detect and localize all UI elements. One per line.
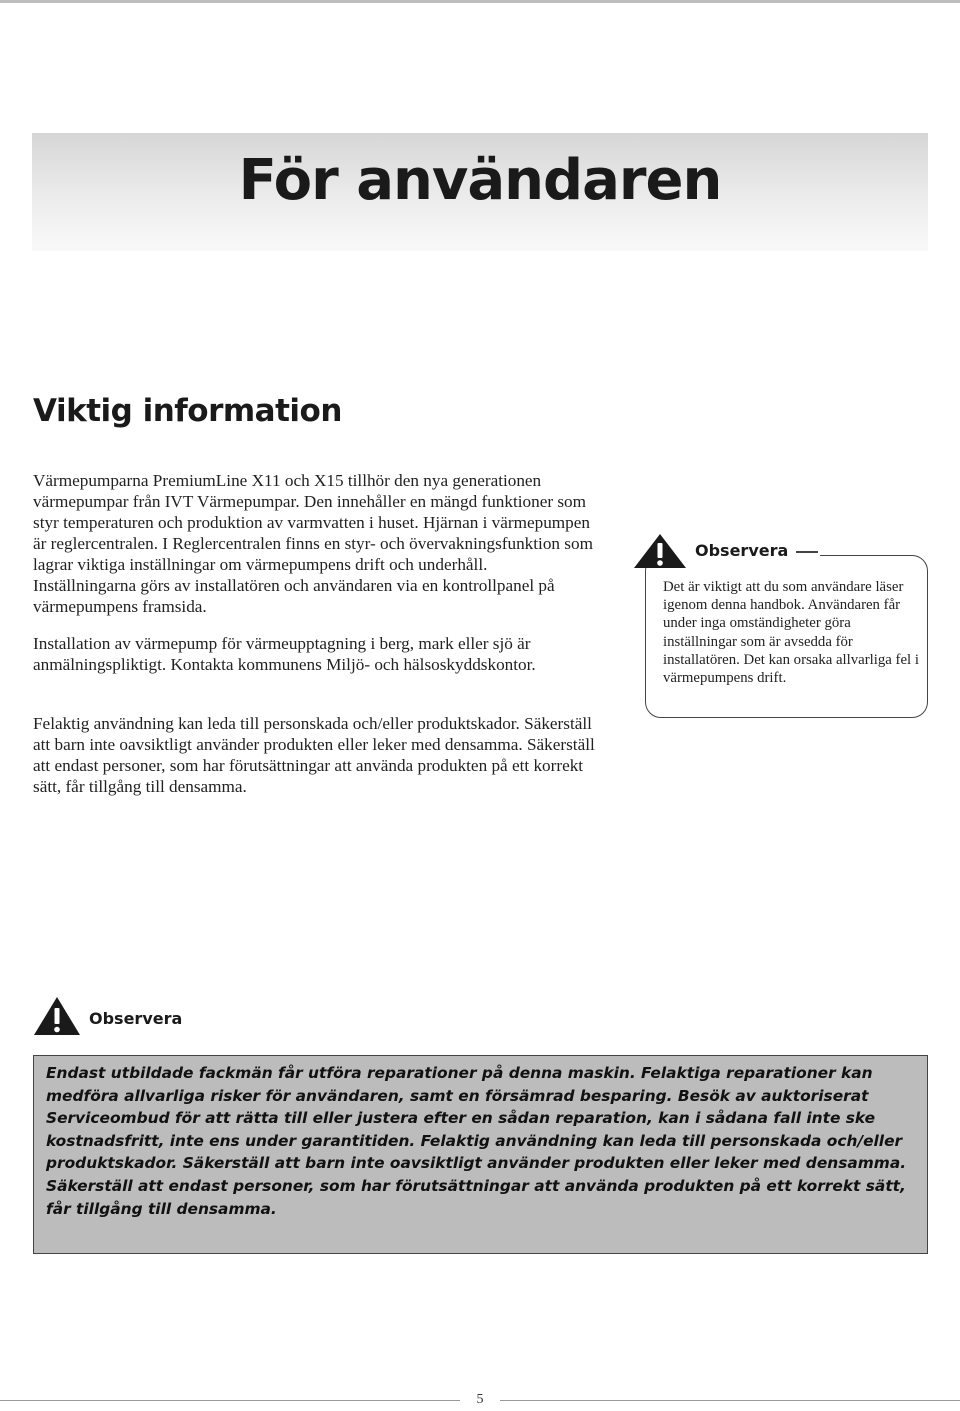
page-number: 5 (476, 1392, 484, 1407)
safety-paragraph: Felaktig användning kan leda till personskada och/eller produktskador. Säkerställ att barn inte oavsiktligt använder produkten eller leker med densamma. Säkerställ att endast personer, som har förutsättningar att använda produkten på ett korrekt sätt, får tillgång till densamma. (33, 714, 595, 796)
section-heading: Viktig information (33, 393, 342, 429)
note-text: Det är viktigt att du som användare läser igenom denna handbok. Användaren får under inga omständigheter göra inställningar som är avsedda för installatören. Det kan orsaka allvarliga fel i värmepumpens drift. (663, 579, 919, 687)
page-title: För användaren (238, 148, 722, 213)
warning-triangle-icon (33, 996, 81, 1036)
warning-box (33, 1055, 928, 1254)
installation-paragraph: Installation av värmepump för värmeupptagning i berg, mark eller sjö är anmälningspliktigt. Kontakta kommunens Miljö- och hälsoskyddskontor. (33, 634, 536, 674)
warning-text: Endast utbildade fackmän får utföra reparationer på denna maskin. Felaktiga reparationer kan medföra allvarliga risker för användaren, samt en försämrad besparing. Besök av auktoriserat Serviceombud för att rätta till eller justera efter en sådan reparation, kan i sådana fall inte ske kostnadsfritt, inte ens under garantitiden. Felaktig användning kan leda till personskada och/eller produktskador. Säkerställ att barn inte oavsiktligt använder produkten eller leker med densamma. Säkerställ att endast personer, som har förutsättningar att använda produkten på ett korrekt sätt, får tillgång till densamma. (46, 1064, 907, 1218)
footer-rule-left (0, 1400, 460, 1401)
note-title-rule (796, 551, 818, 553)
warning-triangle-icon (633, 533, 687, 569)
top-rule (0, 0, 960, 3)
intro-paragraph: Värmepumparna PremiumLine X11 och X15 tillhör den nya generationen värmepumpar från IVT Värmepumpar. Den innehåller en mängd funktioner som styr temperaturen och produktion av varmvatten i huset. Hjärnan i värmepumpen är reglercentralen. I Reglercentralen finns en styr- och övervakningsfunktion som lagrar viktiga inställningar om värmepumpens drift och underhåll. Inställningarna görs av installatören och användaren via en kontrollpanel på värmepumpens framsida. (33, 471, 593, 616)
note-title: Observera (695, 541, 789, 560)
footer-rule-right (500, 1400, 960, 1401)
warning-title: Observera (89, 1009, 183, 1028)
